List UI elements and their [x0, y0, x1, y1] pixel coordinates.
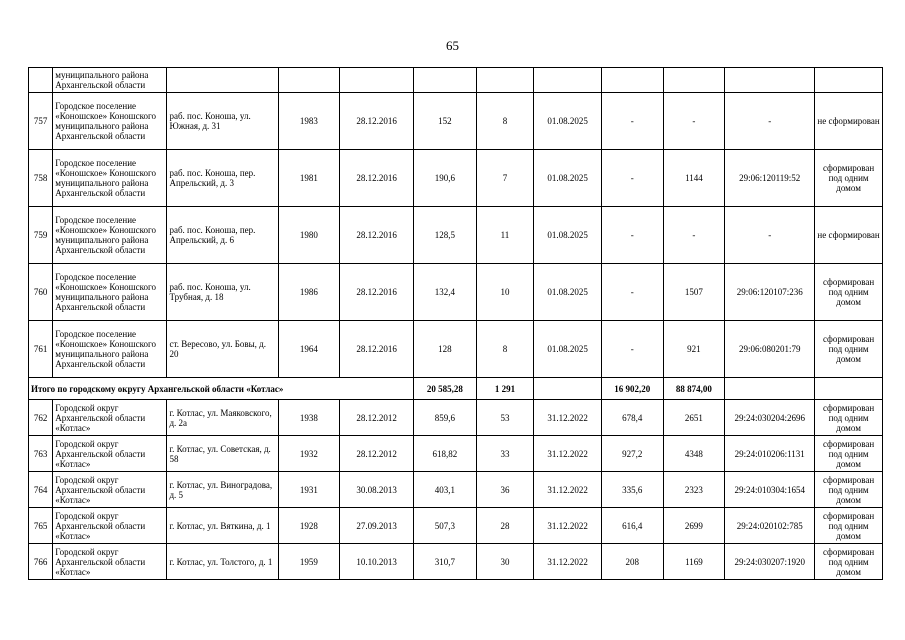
cell-address: раб. пос. Коноша, пер. Апрельский, д. 6 [167, 207, 278, 264]
cell-area: 128,5 [414, 207, 477, 264]
cell-area: 403,1 [414, 472, 477, 508]
cell-land-area [601, 68, 663, 93]
cell-cadastral-value: 1169 [663, 544, 725, 580]
cell-cadastral-value: 1144 [663, 150, 725, 207]
cell-land-area: - [601, 150, 663, 207]
cell-num [29, 68, 53, 93]
cell-num: 758 [29, 150, 53, 207]
cell-cadastral-number: - [725, 93, 815, 150]
cell-residents: 53 [476, 400, 534, 436]
cell-num: 761 [29, 321, 53, 378]
cell-residents: 28 [476, 508, 534, 544]
cell-municipality: Городское поселение «Коношское» Коношского муниципального района Архангельской области [53, 264, 167, 321]
page-number: 65 [446, 38, 459, 53]
cell-num: 766 [29, 544, 53, 580]
cell-num: 764 [29, 472, 53, 508]
cell-num: 757 [29, 93, 53, 150]
cell-deadline: 31.12.2022 [534, 436, 602, 472]
cell-date: 28.12.2012 [340, 436, 414, 472]
cell-deadline: 31.12.2022 [534, 544, 602, 580]
cell-num: 759 [29, 207, 53, 264]
cell-area: 128 [414, 321, 477, 378]
cell-area: 190,6 [414, 150, 477, 207]
cell-cadastral-value: 1507 [663, 264, 725, 321]
cell-municipality: Городское поселение «Коношское» Коношского муниципального района Архангельской области [53, 321, 167, 378]
total-row [29, 378, 883, 400]
cell-year: 1932 [278, 436, 340, 472]
cell-municipality: Городской округ Архангельской области «Котлас» [53, 472, 167, 508]
cell-date: 28.12.2016 [340, 321, 414, 378]
cell-area: 618,82 [414, 436, 477, 472]
cell-year: 1980 [278, 207, 340, 264]
cell-date: 28.12.2012 [340, 400, 414, 436]
cell-cadastral-value: 2323 [663, 472, 725, 508]
cell-address: г. Котлас, ул. Толстого, д. 1 [167, 544, 278, 580]
cell-deadline: 01.08.2025 [534, 93, 602, 150]
cell-status: сформирован под одним домом [815, 321, 883, 378]
cell-cadastral-number [725, 68, 815, 93]
cell-status: не сформирован [815, 207, 883, 264]
cell-date: 27.09.2013 [340, 508, 414, 544]
cell-municipality: Городской округ Архангельской области «Котлас» [53, 544, 167, 580]
cell-cadastral-value: 2699 [663, 508, 725, 544]
cell-residents: 11 [476, 207, 534, 264]
cell-status: сформирован под одним домом [815, 544, 883, 580]
cell-municipality: Городской округ Архангельской области «Котлас» [53, 436, 167, 472]
cell-date: 30.08.2013 [340, 472, 414, 508]
registry-rows-group-a [29, 68, 883, 378]
cell-area: 507,3 [414, 508, 477, 544]
cell-deadline: 01.08.2025 [534, 150, 602, 207]
cell-land-area: 616,4 [601, 508, 663, 544]
total-deadline-empty [534, 378, 602, 400]
cell-area: 310,7 [414, 544, 477, 580]
cell-year: 1931 [278, 472, 340, 508]
cell-cadastral-number: 29:24:010304:1654 [725, 472, 815, 508]
housing-registry-table [28, 67, 883, 580]
table-row [29, 264, 883, 321]
cell-num: 760 [29, 264, 53, 321]
cell-residents: 30 [476, 544, 534, 580]
cell-year: 1959 [278, 544, 340, 580]
cell-land-area: 335,6 [601, 472, 663, 508]
cell-cadastral-number: 29:06:080201:79 [725, 321, 815, 378]
cell-address: раб. пос. Коноша, пер. Апрельский, д. 3 [167, 150, 278, 207]
cell-area: 132,4 [414, 264, 477, 321]
cell-municipality: Городское поселение «Коношское» Коношского муниципального района Архангельской области [53, 207, 167, 264]
cell-num: 763 [29, 436, 53, 472]
cell-cadastral-value [663, 68, 725, 93]
total-cadastral-value: 88 874,00 [663, 378, 725, 400]
cell-residents: 36 [476, 472, 534, 508]
cell-status: сформирован под одним домом [815, 150, 883, 207]
cell-cadastral-number: 29:24:030207:1920 [725, 544, 815, 580]
cell-municipality: Городское поселение «Коношское» Коношского муниципального района Архангельской области [53, 93, 167, 150]
cell-deadline: 31.12.2022 [534, 400, 602, 436]
cell-area [414, 68, 477, 93]
total-cadastral-number-empty [725, 378, 815, 400]
table-row [29, 544, 883, 580]
cell-residents: 8 [476, 321, 534, 378]
cell-municipality: Городской округ Архангельской области «Котлас» [53, 508, 167, 544]
cell-date: 10.10.2013 [340, 544, 414, 580]
table-row [29, 472, 883, 508]
cell-area: 152 [414, 93, 477, 150]
cell-residents: 7 [476, 150, 534, 207]
cell-deadline: 01.08.2025 [534, 207, 602, 264]
total-status-empty [815, 378, 883, 400]
cell-year: 1981 [278, 150, 340, 207]
cell-status: не сформирован [815, 93, 883, 150]
registry-total-group [29, 378, 883, 400]
cell-cadastral-value: - [663, 207, 725, 264]
cell-date: 28.12.2016 [340, 150, 414, 207]
cell-year: 1964 [278, 321, 340, 378]
cell-year [278, 68, 340, 93]
cell-municipality: Городское поселение «Коношское» Коношского муниципального района Архангельской области [53, 150, 167, 207]
cell-residents: 8 [476, 93, 534, 150]
cell-cadastral-number: 29:06:120119:52 [725, 150, 815, 207]
table-row [29, 400, 883, 436]
cell-deadline: 01.08.2025 [534, 264, 602, 321]
cell-deadline: 31.12.2022 [534, 472, 602, 508]
cell-address: раб. пос. Коноша, ул. Южная, д. 31 [167, 93, 278, 150]
cell-address: раб. пос. Коноша, ул. Трубная, д. 18 [167, 264, 278, 321]
cell-residents [476, 68, 534, 93]
cell-land-area: 927,2 [601, 436, 663, 472]
cell-land-area: - [601, 207, 663, 264]
cell-year: 1983 [278, 93, 340, 150]
cell-cadastral-number: 29:24:010206:1131 [725, 436, 815, 472]
table-row [29, 93, 883, 150]
cell-address: г. Котлас, ул. Маяковского, д. 2а [167, 400, 278, 436]
cell-cadastral-number: - [725, 207, 815, 264]
table-row [29, 150, 883, 207]
total-residents: 1 291 [476, 378, 534, 400]
cell-area: 859,6 [414, 400, 477, 436]
cell-status [815, 68, 883, 93]
total-label: Итого по городскому округу Архангельской области «Котлас» [29, 378, 414, 400]
cell-address: г. Котлас, ул. Вяткина, д. 1 [167, 508, 278, 544]
table-row [29, 508, 883, 544]
cell-address: г. Котлас, ул. Виноградова, д. 5 [167, 472, 278, 508]
cell-land-area: 208 [601, 544, 663, 580]
cell-cadastral-value: 2651 [663, 400, 725, 436]
cell-date: 28.12.2016 [340, 207, 414, 264]
total-area: 20 585,28 [414, 378, 477, 400]
cell-land-area: - [601, 321, 663, 378]
cell-cadastral-value: - [663, 93, 725, 150]
cell-date: 28.12.2016 [340, 264, 414, 321]
cell-year: 1928 [278, 508, 340, 544]
cell-status: сформирован под одним домом [815, 472, 883, 508]
cell-year: 1938 [278, 400, 340, 436]
cell-residents: 33 [476, 436, 534, 472]
cell-municipality: Городской округ Архангельской области «Котлас» [53, 400, 167, 436]
cell-status: сформирован под одним домом [815, 264, 883, 321]
cell-num: 765 [29, 508, 53, 544]
cell-status: сформирован под одним домом [815, 436, 883, 472]
cell-cadastral-number: 29:24:020102:785 [725, 508, 815, 544]
cell-num: 762 [29, 400, 53, 436]
table-row-continuation [29, 68, 883, 93]
cell-land-area: - [601, 264, 663, 321]
table-row [29, 207, 883, 264]
total-land-area: 16 902,20 [601, 378, 663, 400]
cell-land-area: 678,4 [601, 400, 663, 436]
cell-municipality: муниципального района Архангельской области [53, 68, 167, 93]
cell-date [340, 68, 414, 93]
cell-cadastral-value: 4348 [663, 436, 725, 472]
registry-rows-group-b [29, 400, 883, 580]
cell-deadline: 31.12.2022 [534, 508, 602, 544]
cell-land-area: - [601, 93, 663, 150]
table-row [29, 321, 883, 378]
cell-address: ст. Вересово, ул. Бовы, д. 20 [167, 321, 278, 378]
cell-deadline: 01.08.2025 [534, 321, 602, 378]
cell-cadastral-number: 29:24:030204:2696 [725, 400, 815, 436]
cell-status: сформирован под одним домом [815, 400, 883, 436]
cell-address [167, 68, 278, 93]
table-row [29, 436, 883, 472]
cell-cadastral-number: 29:06:120107:236 [725, 264, 815, 321]
cell-deadline [534, 68, 602, 93]
cell-date: 28.12.2016 [340, 93, 414, 150]
cell-year: 1986 [278, 264, 340, 321]
cell-status: сформирован под одним домом [815, 508, 883, 544]
cell-cadastral-value: 921 [663, 321, 725, 378]
cell-residents: 10 [476, 264, 534, 321]
cell-address: г. Котлас, ул. Советская, д. 58 [167, 436, 278, 472]
